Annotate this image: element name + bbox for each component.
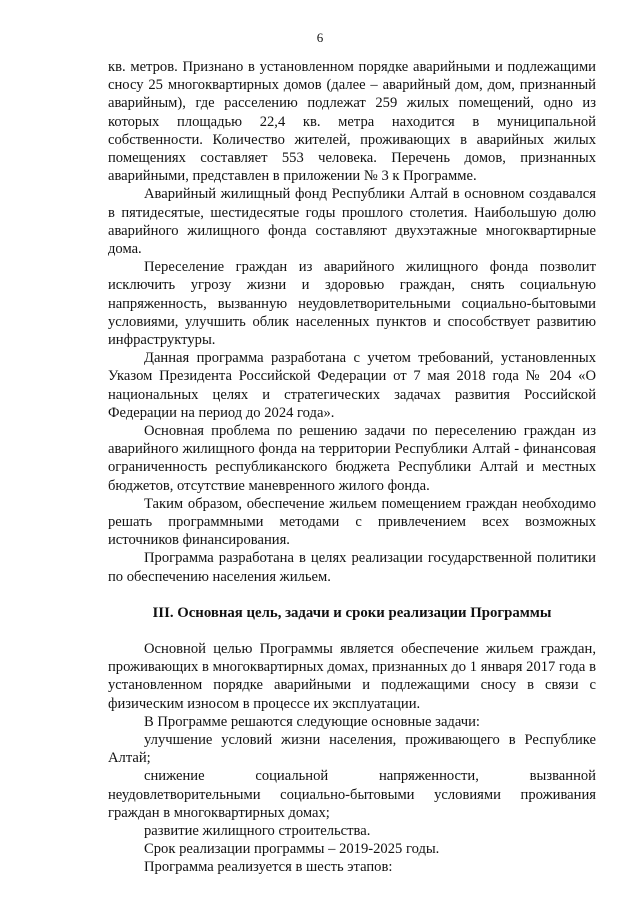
paragraph: Таким образом, обеспечение жильем помещением граждан необходимо решать программными методами с привлечением всех возможных источников финансирования. [108, 495, 596, 549]
list-item: улучшение условий жизни населения, проживающего в Республике Алтай; [108, 731, 596, 767]
document-body [108, 58, 596, 877]
section-heading: III. Основная цель, задачи и сроки реализации Программы [152, 604, 552, 621]
page-number: 6 [316, 30, 324, 45]
paragraph: Данная программа разработана с учетом требований, установленных Указом Президента Российской Федерации от 7 мая 2018 года № 204 «О национальных целях и стратегических задачах развития Российской Федерации на период до 2024 года». [108, 350, 596, 421]
paragraph: кв. метров. Признано в установленном порядке аварийными и подлежащими сносу 25 многоквартирных домов (далее – аварийный дом, дом, признанный аварийным), где расселению подлежат 259 жилых помещений, одно из которых площадью 22,4 кв. метра находится в муниципальной собственности. Количество жителей, проживающих в аварийных жилых помещениях составляет 553 человека. Перечень домов, признанных аварийными, представлен в приложении № 3 к Программе. [108, 59, 596, 185]
paragraph: Программа разработана в целях реализации государственной политики по обеспечению населения жильем. [108, 550, 596, 585]
paragraph: Аварийный жилищный фонд Республики Алтай в основном создавался в пятидесятые, шестидесятые годы прошлого столетия. Наибольшую долю аварийного жилищного фонда составляют двухэтажные многоквартирные дома. [108, 186, 596, 258]
list-item: снижение социальной напряженности, вызванной неудовлетворительными социально-бытовыми условиями проживания граждан в многоквартирных домах; [108, 768, 596, 821]
list-item: развитие жилищного строительства. [144, 822, 371, 839]
paragraph: Переселение граждан из аварийного жилищного фонда позволит исключить угрозу жизни и здоровью граждан, снять социальную напряженность, вызванную неудовлетворительными социально-бытовыми условиями, улучшить облик населенных пунктов и способствует развитию инфраструктуры. [108, 259, 596, 349]
paragraph: В Программе решаются следующие основные задачи: [144, 713, 480, 730]
paragraph: Основной целью Программы является обеспечение жильем граждан, проживающих в многоквартирных домах, признанных до 1 января 2017 года в установленном порядке аварийными и подлежащими сносу в связи с физическим износом в процессе их эксплуатации. [108, 640, 596, 712]
paragraph: Программа реализуется в шесть этапов: [144, 859, 393, 876]
paragraph: Срок реализации программы – 2019-2025 годы. [144, 841, 440, 858]
paragraph: Основная проблема по решению задачи по переселению граждан из аварийного жилищного фонда на территории Республики Алтай - финансовая ограниченность республиканского бюджета Республики Алтай и местных бюджетов, отсутствие маневренного жилого фонда. [108, 423, 596, 494]
